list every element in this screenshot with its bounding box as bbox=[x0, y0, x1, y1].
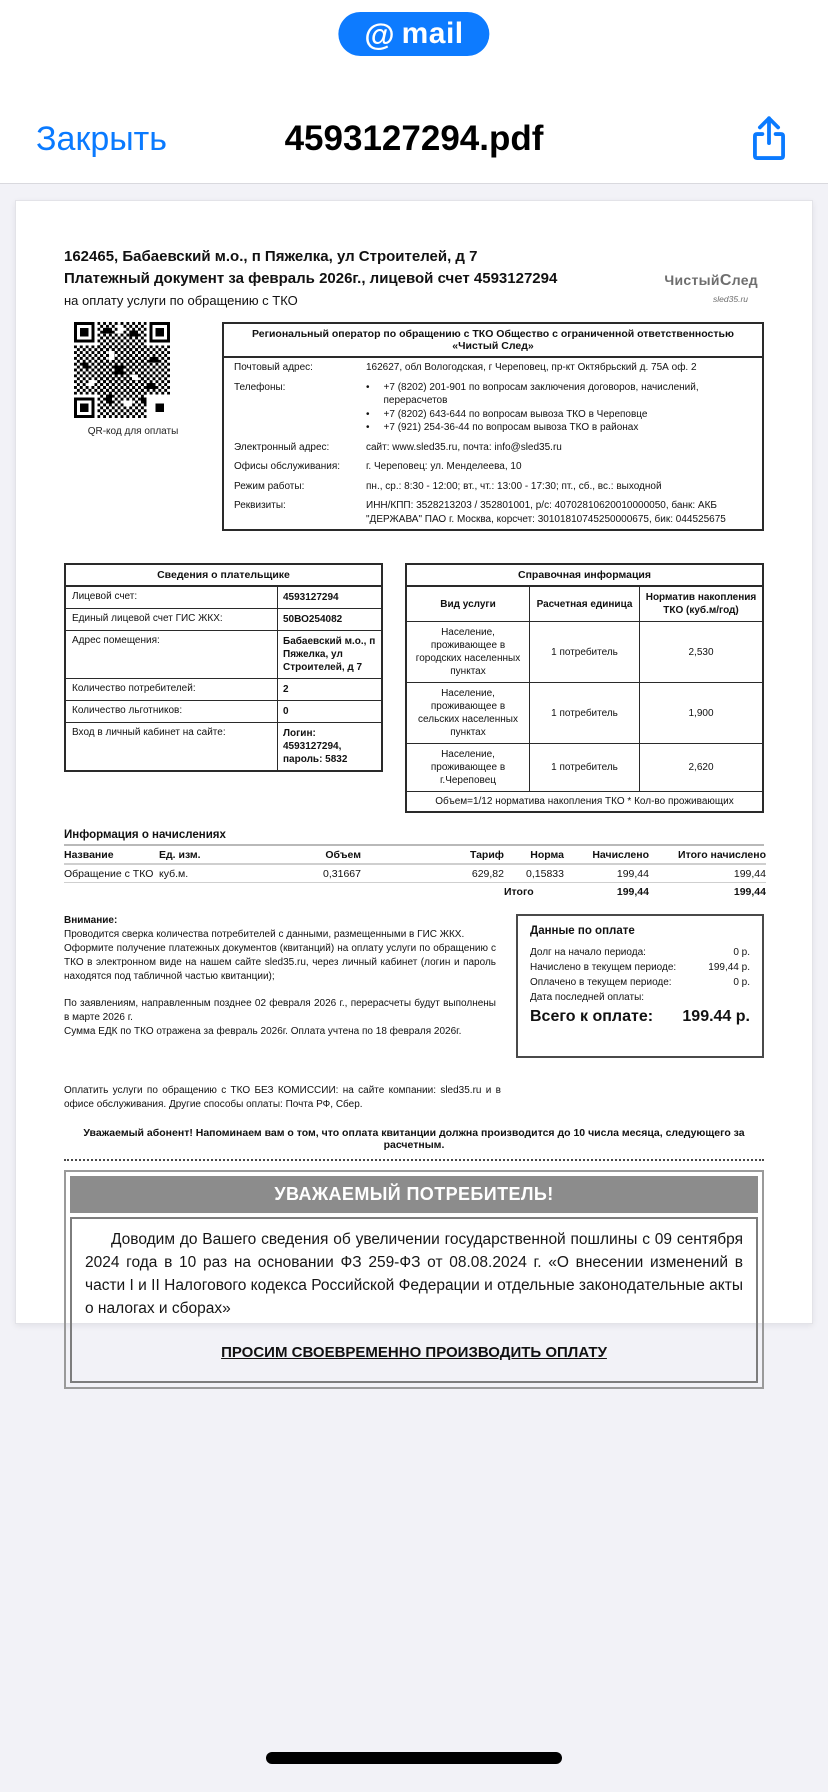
operator-row-label: Режим работы: bbox=[234, 480, 305, 492]
row-value: 0 bbox=[283, 706, 289, 718]
operator-row bbox=[224, 438, 762, 458]
cell-unit: 1 потребитель bbox=[530, 622, 640, 683]
operator-row-value: ИНН/КПП: 3528213203 / 352801001, р/с: 40702810620010000050, банк: АКБ "ДЕРЖАВА" ПАО г. Москва, корсчет: 30101810745250000675, бик: 044525675 bbox=[366, 500, 726, 525]
consumer-notice-banner bbox=[64, 1170, 764, 1389]
payment-row bbox=[530, 945, 750, 960]
total-accrued: 199,44 bbox=[616, 885, 649, 898]
company-logo-text bbox=[664, 272, 758, 290]
document-purpose-line: на оплату услуги по обращению с ТКО bbox=[64, 292, 298, 308]
qr-section bbox=[64, 322, 222, 531]
column-header: Норма bbox=[504, 846, 564, 865]
operator-row-label: Почтовый адрес: bbox=[234, 362, 313, 374]
column-header: Итого начислено bbox=[649, 846, 766, 865]
banner-text: Доводим до Вашего сведения об увеличении государственной пошлины с 09 сентября 2024 года в 10 раз на основании ФЗ 259-ФЗ от 08.08.2024 г. «О внесении изменений в части I и II Налогового кодекса Российской Федерации и отдельные законодательные акты о налогах и сборах» bbox=[85, 1231, 743, 1317]
cell-total: 199,44 bbox=[649, 865, 766, 883]
app-header bbox=[0, 0, 828, 184]
banner-title: УВАЖАЕМЫЙ ПОТРЕБИТЕЛЬ! bbox=[70, 1176, 758, 1213]
operator-row-value: г. Череповец: ул. Менделеева, 10 bbox=[366, 461, 522, 473]
total-row-spacer bbox=[159, 883, 219, 900]
share-icon bbox=[749, 115, 789, 163]
reference-info-table bbox=[405, 563, 764, 813]
operator-row-value: сайт: www.sled35.ru, почта: info@sled35.ru bbox=[366, 441, 562, 453]
cell-norm: 0,15833 bbox=[504, 865, 564, 883]
pdf-page bbox=[15, 200, 813, 1362]
row-label: Оплачено в текущем периоде: bbox=[530, 977, 672, 989]
subscriber-reminder: Уважаемый абонент! Напоминаем вам о том, что оплата квитанции должна производится до 10 числа месяца, следующего за расчетным. bbox=[83, 1127, 745, 1152]
operator-row-label: Электронный адрес: bbox=[234, 441, 330, 453]
column-header: Начислено bbox=[564, 846, 649, 865]
row-value: Логин: 4593127294, пароль: 5832 bbox=[283, 728, 348, 766]
phone-line bbox=[366, 381, 754, 408]
operator-row bbox=[224, 378, 762, 438]
mail-logo-pill bbox=[338, 12, 489, 56]
column-header: Тариф bbox=[361, 846, 504, 865]
reference-grid bbox=[407, 587, 762, 792]
operator-row bbox=[224, 457, 762, 477]
row-label: Адрес помещения: bbox=[66, 631, 278, 678]
row-value: 0 р. bbox=[733, 947, 750, 959]
cell-unit: куб.м. bbox=[159, 865, 219, 883]
phone-3: +7 (921) 254-36-44 по вопросам вывоза ТКО в районах bbox=[383, 422, 639, 434]
operator-info-box bbox=[222, 322, 764, 531]
column-header: Норматив накопления ТКО (куб.м/год) bbox=[640, 587, 762, 622]
operator-row bbox=[224, 477, 762, 497]
operator-row-value: 162627, обл Вологодская, г Череповец, пр-кт Октябрьский д. 75А оф. 2 bbox=[366, 362, 697, 374]
cell-volume: 0,31667 bbox=[219, 865, 361, 883]
table-row bbox=[66, 609, 381, 631]
row-label: Лицевой счет: bbox=[66, 587, 278, 608]
table-row bbox=[66, 723, 381, 770]
row-label: Единый лицевой счет ГИС ЖКХ: bbox=[66, 609, 278, 630]
banner-body bbox=[70, 1217, 758, 1383]
table-row bbox=[66, 679, 381, 701]
cell-norm: 1,900 bbox=[640, 683, 762, 744]
total-row-spacer bbox=[219, 883, 361, 900]
total-row-spacer bbox=[361, 883, 504, 900]
row-value: 4593127294 bbox=[283, 592, 339, 604]
row-value: Бабаевский м.о., п Пяжелка, ул Строителей, д 7 bbox=[283, 636, 376, 674]
at-icon: @ bbox=[364, 16, 395, 52]
payment-row bbox=[530, 975, 750, 990]
operator-row-label: Реквизиты: bbox=[234, 500, 286, 512]
bullet-icon: • bbox=[366, 422, 370, 434]
operator-phones bbox=[366, 381, 754, 435]
logo-word-2: лед bbox=[731, 272, 758, 288]
banner-cta: ПРОСИМ СВОЕВРЕМЕННО ПРОИЗВОДИТЬ ОПЛАТУ bbox=[221, 1344, 607, 1362]
company-logo bbox=[664, 272, 764, 304]
column-header: Вид услуги bbox=[407, 587, 530, 622]
cell-service: Население, проживающее в городских населенных пунктах bbox=[407, 622, 530, 683]
attention-block bbox=[64, 914, 496, 1039]
column-header: Расчетная единица bbox=[530, 587, 640, 622]
payer-table-title: Сведения о плательщике bbox=[66, 565, 381, 587]
cell-accrued: 199,44 bbox=[564, 865, 649, 883]
share-button[interactable] bbox=[748, 114, 790, 164]
charges-table bbox=[64, 846, 764, 900]
attention-paragraph: Проводится сверка количества потребителей с данными, размещенными в ГИС ЖКХ. bbox=[64, 929, 465, 941]
attention-paragraph: Сумма ЕДК по ТКО отражена за февраль 2026г. Оплата учтена по 18 февраля 2026г. bbox=[64, 1026, 462, 1038]
bullet-icon: • bbox=[366, 381, 370, 393]
row-label: Вход в личный кабинет на сайте: bbox=[66, 723, 278, 770]
payment-row bbox=[530, 960, 750, 975]
charges-section bbox=[64, 829, 764, 900]
row-value: 2 bbox=[283, 684, 289, 696]
total-value: 199.44 р. bbox=[682, 1008, 750, 1026]
operator-row-label: Телефоны: bbox=[234, 381, 286, 393]
payment-total-row bbox=[530, 1008, 750, 1026]
qr-code bbox=[74, 322, 170, 418]
document-header bbox=[64, 246, 764, 310]
cell-norm: 2,620 bbox=[640, 744, 762, 792]
payment-data-box bbox=[516, 914, 764, 1058]
total-row-spacer bbox=[64, 883, 159, 900]
column-header: Объем bbox=[219, 846, 361, 865]
cell-service: Население, проживающее в г.Череповец bbox=[407, 744, 530, 792]
cell-name: Обращение с ТКО bbox=[64, 865, 159, 883]
row-value: 199,44 р. bbox=[708, 962, 750, 974]
home-indicator[interactable] bbox=[266, 1752, 562, 1764]
reference-footer-note: Объем=1/12 норматива накопления ТКО * Кол-во проживающих bbox=[435, 796, 734, 808]
total-label: Всего к оплате: bbox=[530, 1008, 654, 1026]
company-site: sled35.ru bbox=[713, 294, 748, 304]
table-row bbox=[66, 701, 381, 723]
document-header-text bbox=[64, 246, 557, 310]
document-title-line: Платежный документ за февраль 2026г., лицевой счет 4593127294 bbox=[64, 269, 558, 287]
pdf-viewer-navbar bbox=[0, 113, 828, 165]
charges-title: Информация о начислениях bbox=[64, 829, 764, 846]
payer-address-line: 162465, Бабаевский м.о., п Пяжелка, ул Строителей, д 7 bbox=[64, 248, 478, 265]
cell-unit: 1 потребитель bbox=[530, 683, 640, 744]
row-value: 0 р. bbox=[733, 977, 750, 989]
operator-row-label: Офисы обслуживания: bbox=[234, 461, 341, 473]
operator-row bbox=[224, 358, 762, 378]
bullet-icon: • bbox=[366, 408, 370, 420]
pdf-file-title: 4593127294.pdf bbox=[284, 119, 544, 158]
operator-title: Региональный оператор по обращению с ТКО Общество с ограниченной ответственностью «Чистый След» bbox=[224, 324, 762, 358]
row-label: Количество льготников: bbox=[66, 701, 278, 722]
attention-paragraph: По заявлениям, направленным позднее 02 февраля 2026 г., перерасчеты будут выполнены в марте 2026 г. bbox=[64, 998, 496, 1024]
payer-info-table bbox=[64, 563, 383, 772]
operator-row bbox=[224, 496, 762, 529]
phone-2: +7 (8202) 643-644 по вопросам вывоза ТКО в Череповце bbox=[383, 408, 648, 420]
row-label: Начислено в текущем периоде: bbox=[530, 962, 677, 974]
row-value: 50ВО254082 bbox=[283, 614, 343, 626]
cell-unit: 1 потребитель bbox=[530, 744, 640, 792]
phone-line bbox=[366, 408, 754, 422]
phone-line bbox=[366, 421, 754, 435]
row-label: Количество потребителей: bbox=[66, 679, 278, 700]
row-label: Дата последней оплаты: bbox=[530, 992, 645, 1004]
mail-logo-label: mail bbox=[401, 17, 464, 50]
close-button[interactable]: Закрыть bbox=[36, 119, 167, 158]
payment-row bbox=[530, 990, 750, 1005]
reference-table-title: Справочная информация bbox=[407, 565, 762, 587]
cell-service: Население, проживающее в сельских населенных пунктах bbox=[407, 683, 530, 744]
total-label: Итого bbox=[504, 885, 534, 898]
table-row bbox=[66, 587, 381, 609]
operator-row-value: пн., ср.: 8:30 - 12:00; вт., чт.: 13:00 - 17:30; пт., сб., вс.: выходной bbox=[366, 480, 662, 492]
total-total: 199,44 bbox=[733, 885, 766, 898]
logo-letter-c: С bbox=[719, 272, 732, 289]
cell-norm: 2,530 bbox=[640, 622, 762, 683]
table-row bbox=[66, 631, 381, 679]
column-header: Ед. изм. bbox=[159, 846, 219, 865]
row-label: Долг на начало периода: bbox=[530, 947, 646, 959]
column-header: Название bbox=[64, 846, 159, 865]
pdf-scroll-area[interactable] bbox=[0, 184, 828, 1792]
payment-box-title: Данные по оплате bbox=[530, 925, 635, 938]
phone-1: +7 (8202) 201-901 по вопросам заключения договоров, начислений, перерасчетов bbox=[383, 381, 699, 407]
cell-tariff: 629,82 bbox=[361, 865, 504, 883]
payment-methods-note: Оплатить услуги по обращению с ТКО БЕЗ КОМИССИИ: на сайте компании: sled35.ru и в офисе обслуживания. Другие способы оплаты: Почта РФ, Сбер. bbox=[64, 1085, 501, 1111]
attention-title: Внимание: bbox=[64, 915, 118, 927]
dashed-divider bbox=[64, 1159, 764, 1161]
qr-label: QR-код для оплаты bbox=[87, 426, 179, 438]
logo-word-1: Чистый bbox=[664, 272, 720, 288]
attention-paragraph: Оформите получение платежных документов (квитанций) на оплату услуги по обращению с ТКО в электронном виде на нашем сайте sled35.ru, через личный кабинет (логин и пароль находятся под табличной частью квитанции); bbox=[64, 943, 496, 983]
